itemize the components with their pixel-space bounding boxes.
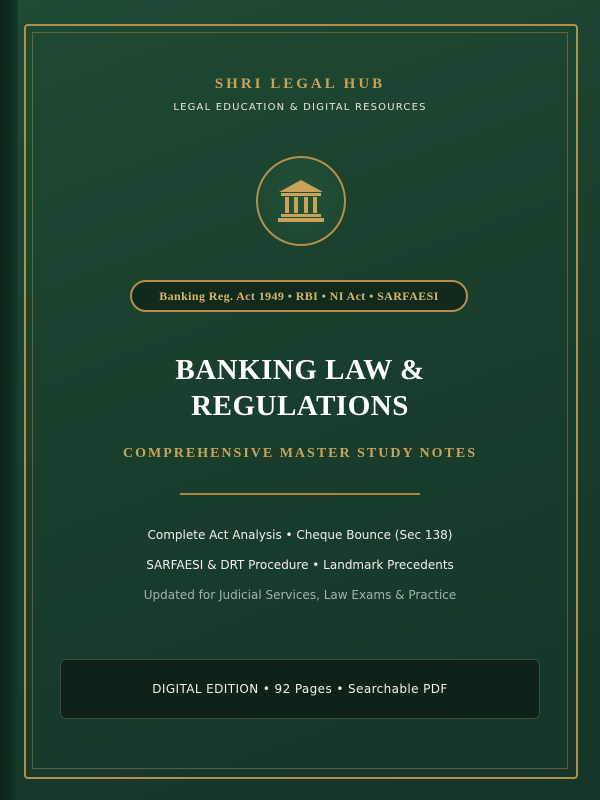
topics-badge bbox=[130, 280, 468, 312]
publisher-tagline: LEGAL EDUCATION & DIGITAL RESOURCES bbox=[173, 102, 427, 113]
title-line-2: REGULATIONS bbox=[191, 390, 409, 422]
feature-line-3: Updated for Judicial Services, Law Exams & Practice bbox=[143, 588, 457, 602]
topics-badge-text: Banking Reg. Act 1949 • RBI • NI Act • SARFAESI bbox=[159, 289, 439, 303]
title-line-1: BANKING LAW & bbox=[175, 354, 425, 386]
edition-text: DIGITAL EDITION • 92 Pages • Searchable PDF bbox=[152, 682, 448, 696]
book-title bbox=[0, 352, 600, 424]
publisher-name: SHRI LEGAL HUB bbox=[214, 76, 386, 92]
gold-divider bbox=[180, 493, 420, 495]
book-subtitle: COMPREHENSIVE MASTER STUDY NOTES bbox=[122, 446, 478, 461]
courthouse-icon bbox=[277, 177, 325, 225]
feature-line-1: Complete Act Analysis • Cheque Bounce (Sec 138) bbox=[147, 528, 453, 542]
edition-banner bbox=[60, 659, 540, 719]
emblem-badge bbox=[256, 156, 346, 246]
feature-line-2: SARFAESI & DRT Procedure • Landmark Precedents bbox=[146, 558, 454, 572]
